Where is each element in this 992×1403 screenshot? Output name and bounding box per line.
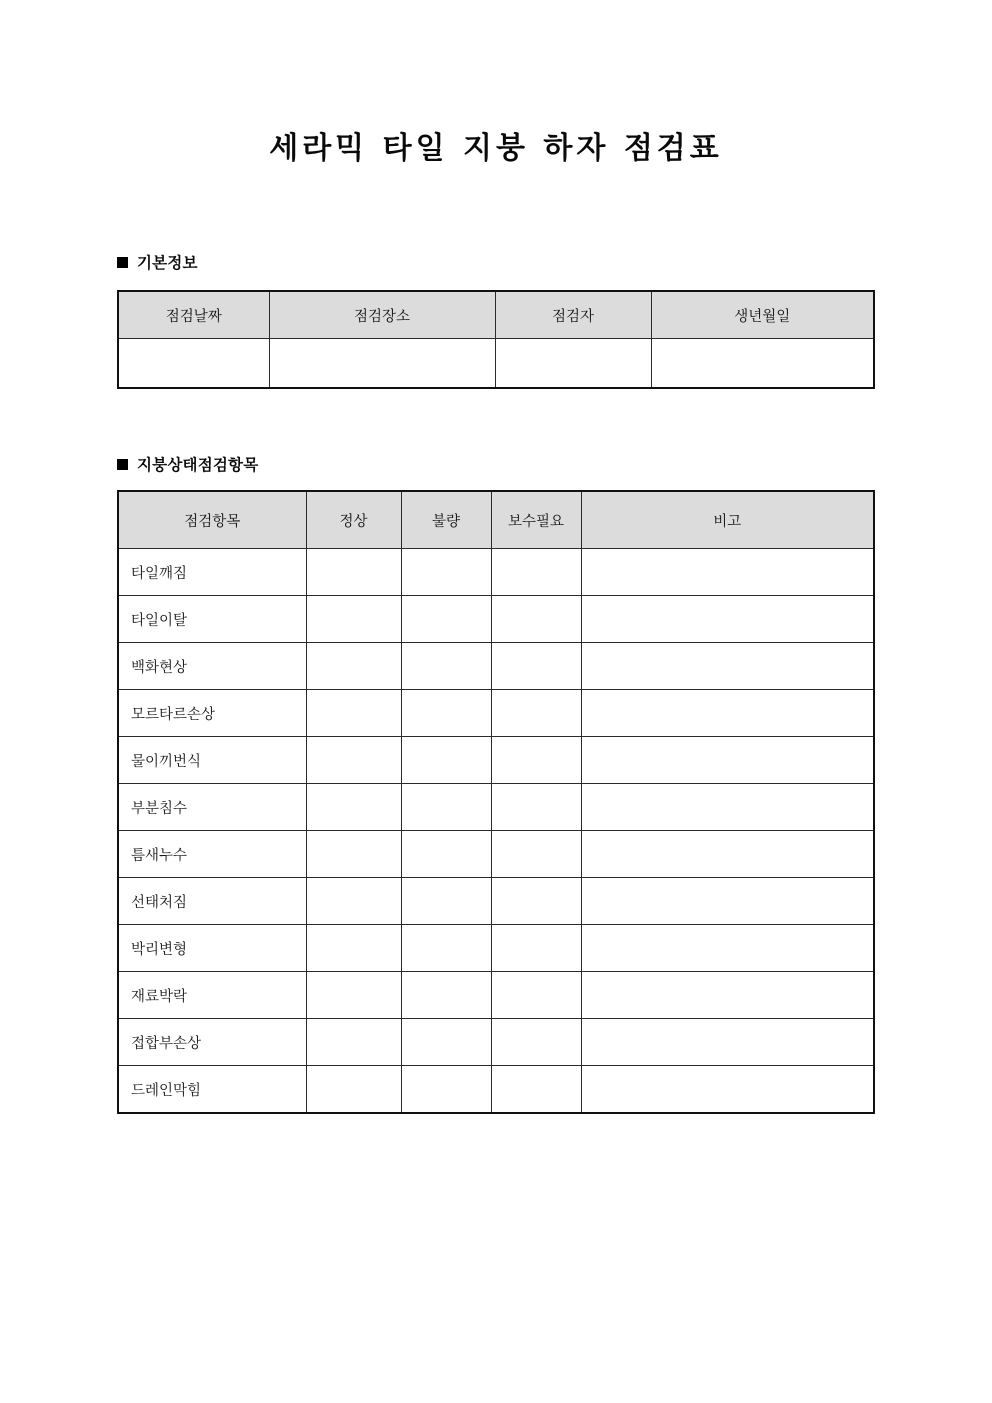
inspection-item-label: 틈새누수 [118, 831, 306, 878]
inspection-item-label: 박리변형 [118, 925, 306, 972]
note-cell[interactable] [581, 690, 874, 737]
checkbox-cell-defect[interactable] [401, 690, 491, 737]
inspection-item-label: 선태처짐 [118, 878, 306, 925]
inspection-item-label: 드레인막힘 [118, 1066, 306, 1114]
checkbox-cell-repair-needed[interactable] [491, 1066, 581, 1114]
checkbox-cell-normal[interactable] [306, 784, 401, 831]
column-header-inspector: 점검자 [495, 291, 651, 339]
inspection-item-label: 접합부손상 [118, 1019, 306, 1066]
inspection-item-label: 물이끼번식 [118, 737, 306, 784]
table-row [118, 737, 874, 784]
checkbox-cell-defect[interactable] [401, 737, 491, 784]
note-cell[interactable] [581, 925, 874, 972]
checkbox-cell-defect[interactable] [401, 878, 491, 925]
checkbox-cell-repair-needed[interactable] [491, 549, 581, 596]
section-heading-basic-info [117, 251, 198, 273]
checkbox-cell-normal[interactable] [306, 831, 401, 878]
checkbox-cell-normal[interactable] [306, 643, 401, 690]
table-row [118, 549, 874, 596]
note-cell[interactable] [581, 878, 874, 925]
inspection-item-label: 백화현상 [118, 643, 306, 690]
field-inspection-date[interactable] [118, 339, 269, 389]
section-heading-roof-items [117, 453, 258, 475]
note-cell[interactable] [581, 737, 874, 784]
basic-info-table [117, 290, 875, 389]
checkbox-cell-defect[interactable] [401, 1066, 491, 1114]
square-bullet-icon [117, 459, 128, 470]
note-cell[interactable] [581, 549, 874, 596]
checkbox-cell-repair-needed[interactable] [491, 831, 581, 878]
table-row [118, 1066, 874, 1114]
checkbox-cell-defect[interactable] [401, 784, 491, 831]
table-row [118, 784, 874, 831]
column-header-defect: 불량 [401, 491, 491, 549]
table-row [118, 339, 874, 389]
checkbox-cell-normal[interactable] [306, 925, 401, 972]
square-bullet-icon [117, 257, 128, 268]
column-header-repair-needed: 보수필요 [491, 491, 581, 549]
checkbox-cell-normal[interactable] [306, 1066, 401, 1114]
table-header-row [118, 491, 874, 549]
checkbox-cell-repair-needed[interactable] [491, 925, 581, 972]
column-header-inspection-place: 점검장소 [269, 291, 495, 339]
checkbox-cell-defect[interactable] [401, 643, 491, 690]
checkbox-cell-defect[interactable] [401, 972, 491, 1019]
table-row [118, 643, 874, 690]
field-birthdate[interactable] [651, 339, 874, 389]
checkbox-cell-repair-needed[interactable] [491, 643, 581, 690]
note-cell[interactable] [581, 596, 874, 643]
inspection-item-label: 모르타르손상 [118, 690, 306, 737]
column-header-birthdate: 생년월일 [651, 291, 874, 339]
checkbox-cell-defect[interactable] [401, 1019, 491, 1066]
column-header-normal: 정상 [306, 491, 401, 549]
checkbox-cell-defect[interactable] [401, 596, 491, 643]
checkbox-cell-repair-needed[interactable] [491, 878, 581, 925]
checkbox-cell-defect[interactable] [401, 831, 491, 878]
checkbox-cell-defect[interactable] [401, 549, 491, 596]
checkbox-cell-normal[interactable] [306, 737, 401, 784]
table-header-row [118, 291, 874, 339]
checkbox-cell-repair-needed[interactable] [491, 690, 581, 737]
inspection-item-label: 타일깨짐 [118, 549, 306, 596]
page-title: 세라믹 타일 지붕 하자 점검표 [269, 131, 723, 166]
note-cell[interactable] [581, 1019, 874, 1066]
checkbox-cell-defect[interactable] [401, 925, 491, 972]
column-header-note: 비고 [581, 491, 874, 549]
checkbox-cell-normal[interactable] [306, 549, 401, 596]
note-cell[interactable] [581, 1066, 874, 1114]
checkbox-cell-repair-needed[interactable] [491, 737, 581, 784]
column-header-item: 점검항목 [118, 491, 306, 549]
checkbox-cell-repair-needed[interactable] [491, 972, 581, 1019]
section-heading-label: 기본정보 [137, 254, 198, 272]
checkbox-cell-normal[interactable] [306, 596, 401, 643]
table-row [118, 925, 874, 972]
note-cell[interactable] [581, 831, 874, 878]
table-row [118, 972, 874, 1019]
inspection-item-label: 부분침수 [118, 784, 306, 831]
note-cell[interactable] [581, 643, 874, 690]
table-row [118, 690, 874, 737]
note-cell[interactable] [581, 784, 874, 831]
checkbox-cell-normal[interactable] [306, 1019, 401, 1066]
checkbox-cell-normal[interactable] [306, 690, 401, 737]
table-row [118, 878, 874, 925]
table-row [118, 596, 874, 643]
note-cell[interactable] [581, 972, 874, 1019]
table-row [118, 1019, 874, 1066]
checkbox-cell-repair-needed[interactable] [491, 596, 581, 643]
checkbox-cell-repair-needed[interactable] [491, 1019, 581, 1066]
checkbox-cell-normal[interactable] [306, 878, 401, 925]
section-heading-label: 지붕상태점검항목 [137, 456, 259, 474]
roof-inspection-table [117, 490, 875, 1114]
inspection-item-label: 타일이탈 [118, 596, 306, 643]
column-header-inspection-date: 점검날짜 [118, 291, 269, 339]
checkbox-cell-normal[interactable] [306, 972, 401, 1019]
field-inspector[interactable] [495, 339, 651, 389]
inspection-item-label: 재료박락 [118, 972, 306, 1019]
checkbox-cell-repair-needed[interactable] [491, 784, 581, 831]
field-inspection-place[interactable] [269, 339, 495, 389]
table-row [118, 831, 874, 878]
